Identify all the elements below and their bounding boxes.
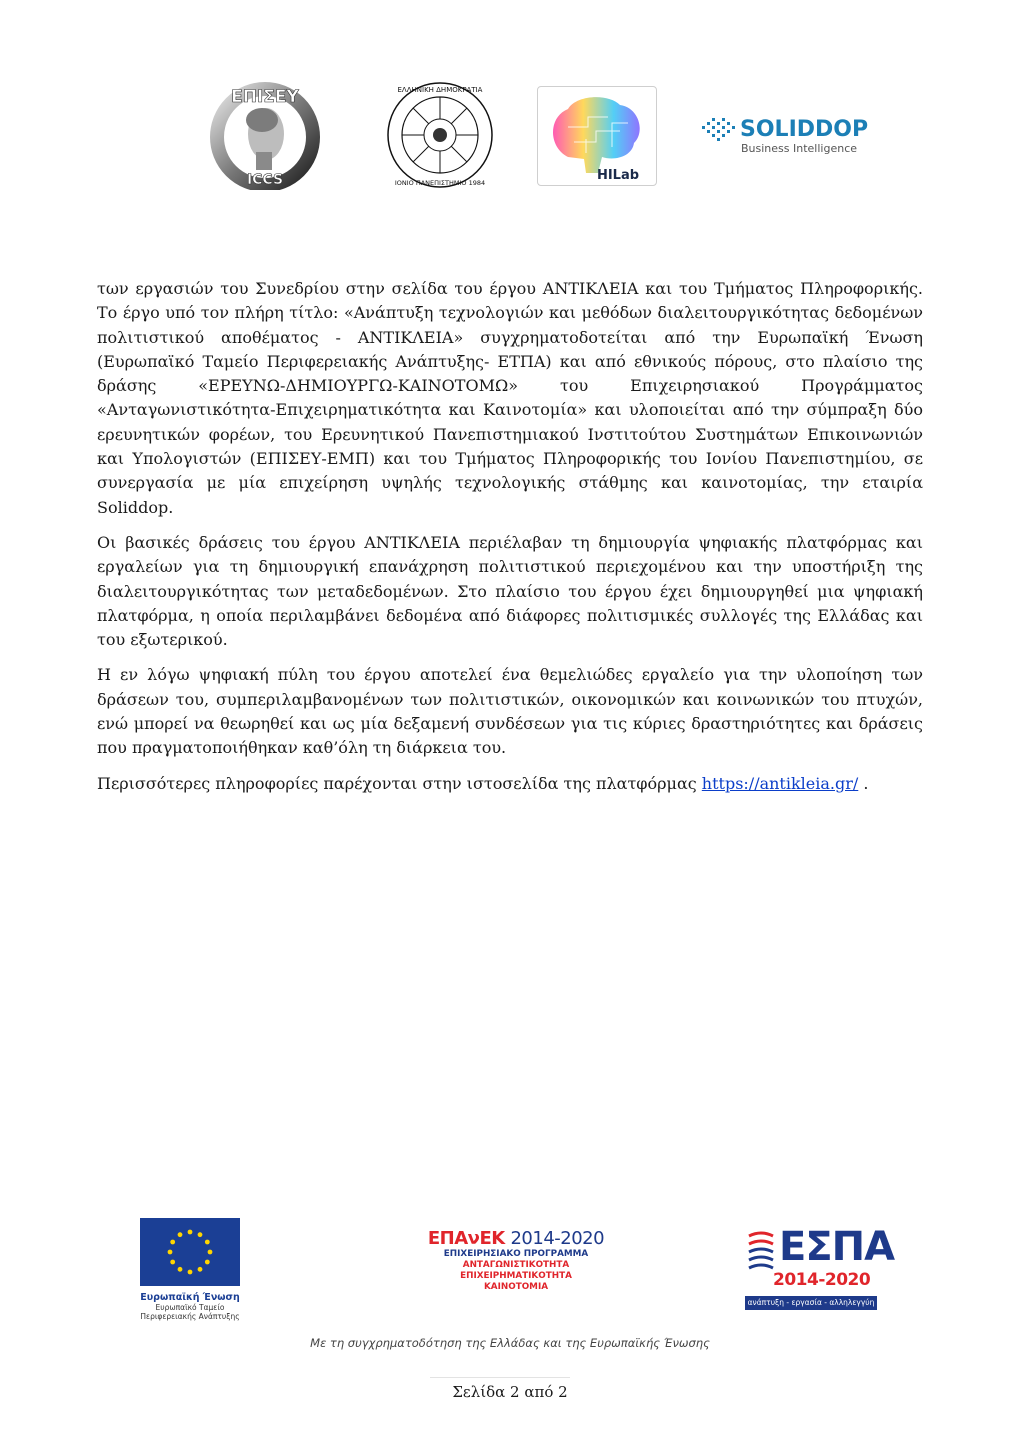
espa-tagline: ανάπτυξη - εργασία - αλληλεγγύη — [745, 1296, 877, 1310]
soliddop-tagline: Business Intelligence — [741, 142, 858, 155]
eu-star-icon — [205, 1240, 210, 1245]
eu-star-icon — [188, 1270, 193, 1275]
eu-star-icon — [168, 1250, 173, 1255]
eu-star-icon — [170, 1260, 175, 1265]
eu-star-icon — [205, 1260, 210, 1265]
funding-logos — [0, 1218, 1020, 1328]
ionio-ring-top: ΕΛΛΗΝΙΚΗ ΔΗΜΟΚΡΑΤΙΑ — [397, 86, 483, 94]
ionian-university-seal — [385, 80, 495, 190]
eu-star-icon — [188, 1230, 193, 1235]
eu-flag-icon — [140, 1218, 240, 1286]
espa-title: ΕΣΠΑ — [779, 1224, 895, 1270]
hilab-logo — [537, 86, 657, 186]
soliddop-logo — [700, 110, 890, 160]
epanek-line-3: ΕΠΙΧΕΙΡΗΜΑΤΙΚΟΤΗΤΑ — [460, 1271, 572, 1281]
iccs-bottom-text: ICCS — [246, 172, 284, 188]
eu-star-icon — [170, 1240, 175, 1245]
epanek-line-1: ΕΠΙΧΕΙΡΗΣΙΑΚΟ ΠΡΟΓΡΑΜΜΑ — [443, 1249, 589, 1259]
soliddop-name: SOLIDDOP — [740, 117, 869, 142]
eu-star-icon — [178, 1267, 183, 1272]
page-footer-divider — [430, 1377, 570, 1378]
iccs-top-text: ΕΠΙΣΕΥ — [231, 87, 299, 107]
epanek-line-2: ΑΝΤΑΓΩΝΙΣΤΙΚΟΤΗΤΑ — [462, 1260, 570, 1270]
paragraph-digital-portal: Η εν λόγω ψηφιακή πύλη του έργου αποτελεί ένα θεμελιώδες εργαλείο για την υλοποίηση των δράσεων του, συμπεριλαμβανομένων των πολιτιστικών, οικονομικών και κοινωνικών του πτυχών, ενώ μπορεί να θεωρηθεί και ως μία δεξαμενή συνδέσεων για τις κύριες δραστηριότητες και δράσεις που πραγματοποιήθηκαν καθ’όλη τη διάρκεια του. — [97, 665, 923, 758]
paragraph-main-actions: Οι βασικές δράσεις του έργου ΑΝΤΙΚΛΕΙΑ περιέλαβαν τη δημιουργία ψηφιακής πλατφόρμας και εργαλείων για τη δημιουργική επανάχρηση πολιτιστικού περιεχομένου και την υποστήριξη της διαλειτουργικότητας των μεταδεδομένων. Στο πλαίσιο του έργου έχει δημιουργηθεί μια ψηφιακή πλατφόρμα, η οποία περιλαμβάνει δεδομένα από διάφορες πολιτισμικές συλλογές της Ελλάδας και του εξωτερικού. — [97, 532, 923, 650]
eu-star-icon — [208, 1250, 213, 1255]
espa-waves-icon — [745, 1228, 777, 1272]
document-body — [97, 277, 923, 807]
paragraph-more-info — [97, 772, 923, 796]
header-logos — [0, 80, 1020, 190]
eu-logo — [140, 1218, 252, 1321]
ionio-ring-bottom: ΙΟΝΙΟ ΠΑΝΕΠΙΣΤΗΜΙΟ 1984 — [394, 179, 486, 187]
eu-star-icon — [198, 1267, 203, 1272]
more-info-suffix: . — [858, 773, 869, 793]
antikleia-link[interactable]: https://antikleia.gr/ — [701, 773, 859, 793]
epanek-name: ΕΠΑνΕΚ — [427, 1228, 505, 1249]
hilab-text: HILab — [596, 168, 640, 183]
eu-star-icon — [178, 1232, 183, 1237]
iccs-logo — [200, 80, 330, 190]
eu-fund-line2: Περιφερειακής Ανάπτυξης — [140, 1312, 240, 1321]
eu-fund-line1: Ευρωπαϊκό Ταμείο — [155, 1303, 225, 1312]
cofunding-note: Με τη συγχρηματοδότηση της Ελλάδας και της Ευρωπαϊκής Ένωσης — [310, 1336, 710, 1350]
epanek-line-4: ΚΑΙΝΟΤΟΜΙΑ — [483, 1282, 549, 1292]
epanek-years: 2014-2020 — [510, 1228, 605, 1249]
epanek-title — [416, 1228, 616, 1249]
epanek-logo — [416, 1228, 616, 1293]
espa-years: 2014-2020 — [773, 1270, 871, 1290]
eu-title: Ευρωπαϊκή Ένωση — [140, 1292, 240, 1303]
more-info-text: Περισσότερες πληροφορίες παρέχονται στην ιστοσελίδα της πλατφόρμας — [97, 773, 702, 793]
page-number: Σελίδα 2 από 2 — [452, 1383, 568, 1401]
paragraph-project-description: των εργασιών του Συνεδρίου στην σελίδα του έργου ΑΝΤΙΚΛΕΙΑ και του Τμήματος Πληροφορικής. Το έργο υπό τον πλήρη τίτλο: «Ανάπτυξη τεχνολογιών και μεθόδων διαλειτουργικότητας δεδομένων πολιτιστικού αποθέματος - ΑΝΤΙΚΛΕΙΑ» συγχρηματοδοτείται από την Ευρωπαϊκή Ένωση (Ευρωπαϊκό Ταμείο Περιφερειακής Ανάπτυξης- ΕΤΠΑ) και από εθνικούς πόρους, στο πλαίσιο της δράσης «ΕΡΕΥΝΩ-ΔΗΜΙΟΥΡΓΩ-ΚΑΙΝΟΤΟΜΩ» του Επιχειρησιακού Προγράμματος «Ανταγωνιστικότητα-Επιχειρηματικότητα και Καινοτομία» και υλοποιείται από την σύμπραξη δύο ερευνητικών φορέων, του Ερευνητικού Πανεπιστημιακού Ινστιτούτου Συστημάτων Επικοινωνιών και Υπολογιστών (ΕΠΙΣΕΥ-ΕΜΠ) και του Τμήματος Πληροφορικής του Ιονίου Πανεπιστημίου, σε συνεργασία με μία επιχείρηση υψηλής τεχνολογικής στάθμης και καινοτομίας, την εταιρία Soliddop. — [97, 279, 923, 517]
eu-star-icon — [198, 1232, 203, 1237]
